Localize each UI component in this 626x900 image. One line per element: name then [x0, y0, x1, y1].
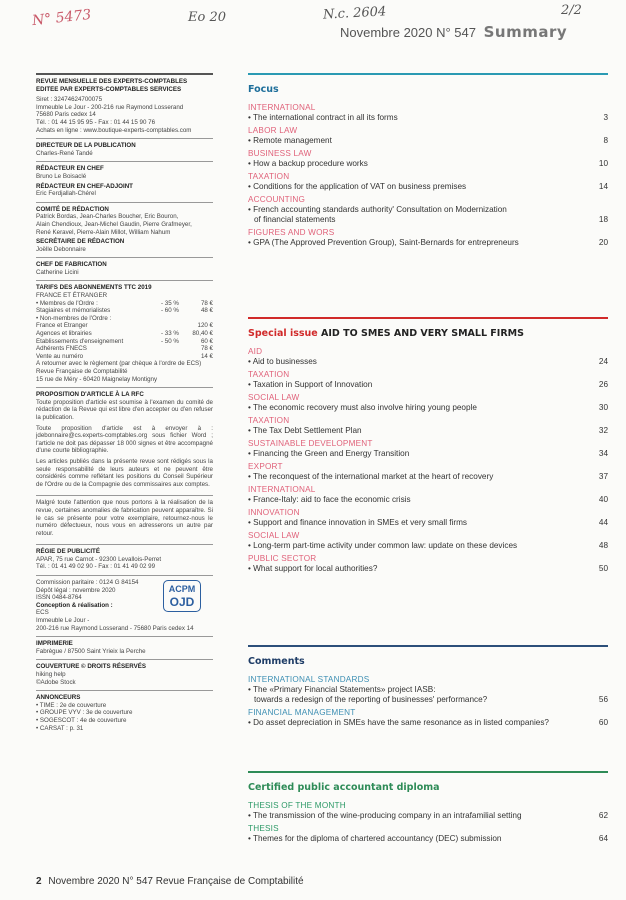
tarifs-block — [36, 281, 213, 388]
toc-category: INTERNATIONAL STANDARDS — [248, 675, 370, 684]
tarifs-heading: TARIFS DES ABONNEMENTS TTC 2019 — [36, 284, 152, 292]
toc-category: SOCIAL LAW — [248, 531, 300, 540]
toc-category: SOCIAL LAW — [248, 393, 300, 402]
special-title: Special issue AID TO SMES AND VERY SMALL FIRMS — [248, 328, 524, 339]
toc-entry[interactable]: • Financing the Green and Energy Transition 34 — [248, 449, 608, 458]
tarif-row: Vente au numéro 14 € — [36, 352, 213, 360]
deputy-name: Eric Ferdjallah-Chérel — [36, 190, 96, 198]
toc-category: AID — [248, 347, 263, 356]
committee-line: René Keravel, Pierre-Alain Millot, William Nahum — [36, 228, 171, 236]
toc-entry[interactable]: • The Tax Debt Settlement Plan 32 — [248, 426, 608, 435]
defects-text: Malgré toute l'attention que nous portons à la réalisation de la revue, certaines anomalies de fabrication peuvent apparaître. Si le cas se présente pour votre exemplaire, retournez-nous le numéro défectueux, nous vous en adresserons un autre par retour. — [36, 499, 213, 537]
masthead — [340, 23, 567, 41]
proposition-heading: PROPOSITION D'ARTICLE À LA RFC — [36, 391, 144, 399]
handwritten-note: N.c. 2604 — [322, 4, 387, 23]
toc-category: INTERNATIONAL — [248, 103, 316, 112]
toc-category: THESIS — [248, 824, 279, 833]
committee-line: Alain Chendioux, Jean-Michel Gaudin, Pierre Grafmeyer, — [36, 220, 192, 228]
comments-section — [248, 645, 608, 731]
toc-entry[interactable]: • Taxation in Support of Innovation 26 — [248, 380, 608, 389]
publisher-block — [36, 75, 213, 139]
toc-entry[interactable]: • Themes for the diploma of chartered accountancy (DEC) submission 64 — [248, 834, 608, 843]
committee-block — [36, 203, 213, 259]
toc-category: FIGURES AND WORS — [248, 228, 335, 237]
toc-entry[interactable]: • Aid to businesses 24 — [248, 357, 608, 366]
proposition-text: Toute proposition d'article est à envoyer à : jdebonnaire@cs.experts-comptables.org sous fichier Word ; l'article ne doit pas dépasser 18 000 signes et être accompagné d'une courte bibliographie. — [36, 424, 213, 455]
toc-entry[interactable]: • The economic recovery must also involve hiring young people 30 — [248, 403, 608, 412]
regie-heading: RÉGIE DE PUBLICITÉ — [36, 548, 100, 556]
handwritten-note: Eo 20 — [188, 10, 226, 25]
issue-label: Novembre 2020 N° 547 — [340, 25, 476, 40]
chief-heading: RÉDACTEUR EN CHEF — [36, 165, 104, 173]
page-number: 2 — [36, 876, 42, 887]
toc-entry[interactable]: • Conditions for the application of VAT on business premises 14 — [248, 182, 608, 191]
ads-line: • SOGESCOT : 4e de couverture — [36, 716, 127, 724]
chief-name: Bruno Le Boisaclé — [36, 172, 87, 180]
committee-line: Patrick Bordas, Jean-Charles Boucher, Eric Bouron, — [36, 213, 179, 221]
ads-heading: ANNONCEURS — [36, 694, 81, 702]
concept-line: ECS — [36, 609, 49, 617]
proposition-block — [36, 388, 213, 496]
ads-block — [36, 691, 213, 736]
regie-block — [36, 545, 213, 576]
concept-line: Immeuble Le Jour - — [36, 617, 90, 625]
toc-category: FINANCIAL MANAGEMENT — [248, 708, 356, 717]
tarif-row: Établissements d'enseignement - 50 % 60 € — [36, 337, 213, 345]
page-footer — [36, 876, 304, 887]
publisher-line: REVUE MENSUELLE DES EXPERTS-COMPTABLES — [36, 78, 188, 85]
ads-line: • GROUPE VYV : 3e de couverture — [36, 709, 133, 717]
toc-category: INTERNATIONAL — [248, 485, 316, 494]
toc-category: BUSINESS LAW — [248, 149, 312, 158]
address-line: Immeuble Le Jour - 200-216 rue Raymond Losserand — [36, 103, 184, 111]
toc-category: TAXATION — [248, 416, 290, 425]
special-section — [248, 317, 608, 577]
cover-line: hiking help — [36, 671, 66, 678]
toc-entry[interactable]: • The international contract in all its forms 3 — [248, 113, 608, 122]
toc-category: LABOR LAW — [248, 126, 298, 135]
toc-category: ACCOUNTING — [248, 195, 306, 204]
comments-title: Comments — [248, 656, 305, 667]
deputy-heading: RÉDACTEUR EN CHEF-ADJOINT — [36, 182, 133, 190]
toc-entry[interactable]: • GPA (The Approved Prevention Group), Saint-Bernards for entrepreneurs 20 — [248, 238, 608, 247]
legal-line: Dépôt légal : novembre 2020 — [36, 586, 116, 594]
concept-heading: Conception & réalisation : — [36, 601, 113, 609]
toc-entry[interactable]: • How a backup procedure works 10 — [248, 159, 608, 168]
toc-entry[interactable]: • French accounting standards authority' Consultation on Modernization of financial statements 18 — [248, 205, 608, 224]
address-line: Tél. : 01 44 15 95 95 - Fax : 01 44 15 90 76 — [36, 118, 156, 126]
tarifs-note: À retourner avec le règlement (par chèque à l'ordre de ECS) — [36, 360, 202, 368]
tarifs-note: 15 rue de Méry - 60420 Maignelay Montigny — [36, 375, 158, 383]
secretary-heading: SECRÉTAIRE DE RÉDACTION — [36, 238, 125, 246]
tarifs-subheading: FRANCE ET ÉTRANGER — [36, 292, 108, 300]
chief-block — [36, 162, 213, 202]
tarif-row: Agences et librairies - 33 % 80,40 € — [36, 330, 213, 338]
director-name: Charles-René Tandé — [36, 149, 93, 157]
address-line: 75680 Paris cedex 14 — [36, 111, 96, 119]
toc-category: TAXATION — [248, 370, 290, 379]
publisher-line: ÉDITÉE PAR EXPERTS-COMPTABLES SERVICES — [36, 85, 182, 93]
footer-text: Novembre 2020 N° 547 Revue Française de Comptabilité — [48, 876, 304, 887]
toc-category: INNOVATION — [248, 508, 300, 517]
committee-heading: COMITÉ DE RÉDACTION — [36, 205, 109, 213]
toc-entry[interactable]: • What support for local authorities? 50 — [248, 564, 608, 573]
fab-name: Catherine Licini — [36, 268, 79, 276]
cover-block — [36, 660, 213, 691]
toc-category: EXPORT — [248, 462, 283, 471]
director-heading: DIRECTEUR DE LA PUBLICATION — [36, 142, 136, 150]
legal-line: ISSN 0484-8764 — [36, 594, 82, 602]
tarif-row: Stagiaires et mémorialistes - 60 % 48 € — [36, 307, 213, 315]
tarifs-note: Revue Française de Comptabilité — [36, 368, 128, 375]
diploma-title: Certified public accountant diploma — [248, 782, 440, 793]
toc-category: SUSTAINABLE DEVELOPMENT — [248, 439, 373, 448]
tarif-row: Adhérents FNECS 78 € — [36, 345, 213, 353]
defects-block — [36, 496, 213, 545]
handwritten-note: 2/2 — [561, 3, 582, 18]
toc-entry[interactable]: • Long-term part-time activity under common law: update on these devices 48 — [248, 541, 608, 550]
focus-title: Focus — [248, 84, 279, 95]
concept-line: 200-216 rue Raymond Losserand - 75680 Paris cedex 14 — [36, 624, 194, 632]
toc-entry[interactable]: • Support and finance innovation in SMEs et very small firms 44 — [248, 518, 608, 527]
toc-entry[interactable]: • France-Italy: aid to face the economic crisis 40 — [248, 495, 608, 504]
legal-block — [36, 576, 213, 637]
regie-line: APAR, 75 rue Carnot - 92300 Levallois-Perret — [36, 555, 162, 563]
tarif-row: • Membres de l'Ordre : - 35 % 78 € — [36, 299, 213, 307]
focus-section — [248, 73, 608, 251]
print-block — [36, 637, 213, 660]
acpm-ojd-logo: ACPM OJD — [163, 580, 201, 612]
colophon — [36, 73, 213, 736]
fab-heading: CHEF DE FABRICATION — [36, 261, 107, 269]
address-line: Siret : 32474624700075 — [36, 96, 103, 104]
toc-entry[interactable]: • The «Primary Financial Statements» project IASB: towards a redesign of the reporting of businesses' performance? 56 — [248, 685, 608, 704]
proposition-text: Les articles publiés dans la présente revue sont rédigés sous la seule responsabilité de leurs auteurs et ne peuvent être considérés comme reflétant les positions du Conseil Supérieur de l'Ordre ou de la Compagnie des commissaires aux comptes. — [36, 457, 213, 488]
proposition-text: Toute proposition d'article est soumise à l'examen du comité de rédaction de la Revue qui est libre d'en accepter ou d'en refuser la publication. — [36, 398, 213, 421]
director-block — [36, 139, 213, 162]
toc-entry[interactable]: • The reconquest of the international market at the heart of recovery 37 — [248, 472, 608, 481]
handwritten-note: N° 5473 — [31, 6, 93, 30]
address-line: Achats en ligne : www.boutique-experts-comptables.com — [36, 126, 192, 134]
page-title: Summary — [483, 23, 568, 41]
tarif-row: • Non-membres de l'Ordre : — [36, 314, 112, 322]
legal-line: Commission paritaire : 0124 G 84154 — [36, 579, 139, 587]
print-heading: IMPRIMERIE — [36, 640, 73, 648]
print-line: Fabrègue / 87500 Saint Yrieix la Perche — [36, 647, 146, 655]
toc-category: PUBLIC SECTOR — [248, 554, 317, 563]
diploma-section — [248, 771, 608, 847]
cover-heading: COUVERTURE © DROITS RÉSERVÉS — [36, 663, 146, 671]
toc-entry[interactable]: • Do asset depreciation in SMEs have the same resonance as in listed companies? 60 — [248, 718, 608, 727]
toc-entry[interactable]: • Remote management 8 — [248, 136, 608, 145]
ads-line: • CARSAT : p. 31 — [36, 724, 84, 732]
toc-category: THESIS OF THE MONTH — [248, 801, 346, 810]
fab-block — [36, 258, 213, 281]
toc-entry[interactable]: • The transmission of the wine-producing company in an intrafamilial setting 62 — [248, 811, 608, 820]
ads-line: • TIME : 2e de couverture — [36, 701, 107, 709]
secretary-name: Joëlle Debonnaire — [36, 245, 86, 253]
tarif-row: France et Étranger 120 € — [36, 322, 213, 330]
cover-line: ©Adobe Stock — [36, 678, 76, 686]
regie-line: Tél. : 01 41 49 02 90 - Fax : 01 41 49 02 99 — [36, 563, 156, 571]
toc-category: TAXATION — [248, 172, 290, 181]
